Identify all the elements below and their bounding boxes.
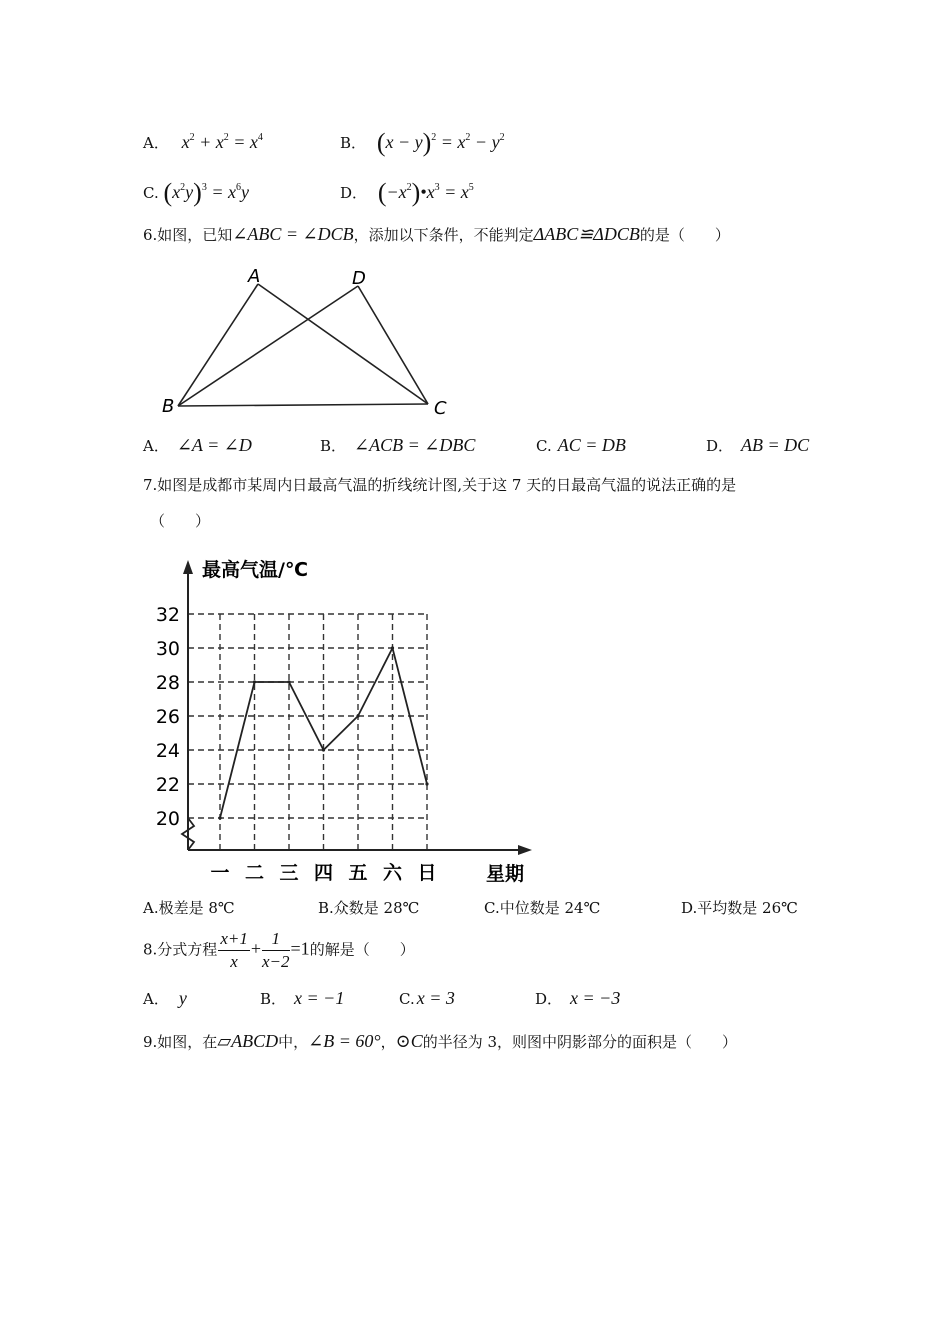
q7-option-d: D.平均数是 26℃ (681, 899, 798, 917)
chart-point (356, 714, 359, 717)
chart-xlabel: 星期 (486, 863, 525, 885)
q7-option-b: B.众数是 28℃ (318, 899, 420, 917)
chart-point (391, 646, 394, 649)
q7-stem: 7.如图是成都市某周内日最高气温的折线统计图,关于这 7 天的日最高气温的说法正确的是 (143, 476, 737, 494)
q7-option-a: A.极差是 8℃ (143, 899, 235, 917)
chart-y-tick-label: 32 (155, 604, 180, 626)
chart-ylabel: 最高气温/℃ (202, 559, 308, 581)
q6-option-b: B． ∠ACB = ∠DBC (320, 435, 476, 455)
q7-stem-blank: （ ） (150, 512, 211, 530)
q6-label-c: C (434, 398, 447, 419)
q5-option-b-expr: $(x - y)^2 = x^2 - y^2$ (376, 128, 505, 157)
chart-x-axis-arrow (518, 845, 532, 855)
chart-series (218, 646, 428, 819)
q8-option-c: C. x = 3 (399, 988, 455, 1008)
chart-y-tick-label: 20 (155, 808, 180, 830)
chart-point (425, 782, 428, 785)
q8-fraction-2: $\frac{1}{x-2}$ (262, 929, 290, 971)
q7-line-chart (150, 550, 540, 890)
chart-point (218, 816, 221, 819)
q6-label-d: D (352, 268, 366, 289)
q5-option-b: B． $(x - y)^2 = x^2 - y^2$ (340, 128, 505, 157)
chart-x-tick-label: 二 (244, 862, 265, 884)
chart-x-tick-label: 日 (417, 862, 437, 884)
chart-axes (182, 560, 532, 855)
chart-x-ticks (210, 862, 436, 884)
q5-option-d: D． $(-x^2)•x^3 = x^5$ (340, 178, 474, 207)
q6-stem: 6.如图，已知∠ABC = ∠DCB，添加以下条件，不能判定ΔABC≌ΔDCB的是（ ） (143, 224, 730, 244)
chart-x-tick-label: 六 (382, 862, 403, 884)
chart-y-tick-label: 24 (155, 740, 180, 762)
q8-option-a: A． y (143, 988, 187, 1008)
chart-y-axis-arrow (183, 560, 193, 574)
q8-option-d: D． x = −3 (535, 988, 621, 1008)
q7-option-c: C.中位数是 24℃ (484, 899, 601, 917)
q5-option-a: A． $x^2 + x^2 = x^4$ (143, 132, 263, 152)
chart-x-tick-label: 一 (210, 862, 230, 884)
chart-y-ticks (156, 604, 180, 830)
chart-point (322, 748, 325, 751)
chart-y-tick-label: 26 (155, 706, 180, 728)
chart-y-tick-label: 30 (155, 638, 180, 660)
q8-stem: 8.分式方程 $\frac{x+1}{x}$ + $\frac{1}{x-2}$ =1的解是（ ） (143, 929, 415, 971)
chart-series-line (220, 648, 427, 818)
q6-option-c: C. AC = DB (536, 435, 626, 455)
chart-point (287, 680, 290, 683)
q5-option-c: C. $(x^2y)^3 = x^6y$ (143, 178, 249, 207)
chart-x-tick-label: 四 (313, 862, 334, 884)
chart-y-tick-label: 22 (155, 774, 180, 796)
q5-option-d-expr: $(-x^2)•x^3 = x^5$ (377, 178, 474, 207)
q8-fraction-1: $\frac{x+1}{x}$ (220, 929, 248, 971)
q5-option-c-expr: $(x^2y)^3 = x^6y$ (163, 178, 249, 207)
q8-option-b: B． x = −1 (260, 988, 345, 1008)
chart-y-tick-label: 28 (155, 672, 180, 694)
q5-option-a-expr: $x^2 + x^2 = x^4$ (181, 132, 263, 152)
q9-stem: 9.如图，在▱ABCD中，∠B = 60°，⊙C的半径为 3，则图中阴影部分的面积是（ ） (143, 1031, 738, 1051)
q6-option-d: D． AB = DC (706, 435, 810, 455)
q6-triangle-figure (150, 262, 470, 422)
chart-x-tick-label: 五 (348, 862, 368, 884)
chart-x-tick-label: 三 (279, 862, 299, 884)
chart-point (253, 680, 256, 683)
q6-label-a: A (248, 266, 261, 287)
q6-option-a: A． ∠A = ∠D (143, 435, 252, 455)
q6-label-b: B (162, 396, 175, 417)
